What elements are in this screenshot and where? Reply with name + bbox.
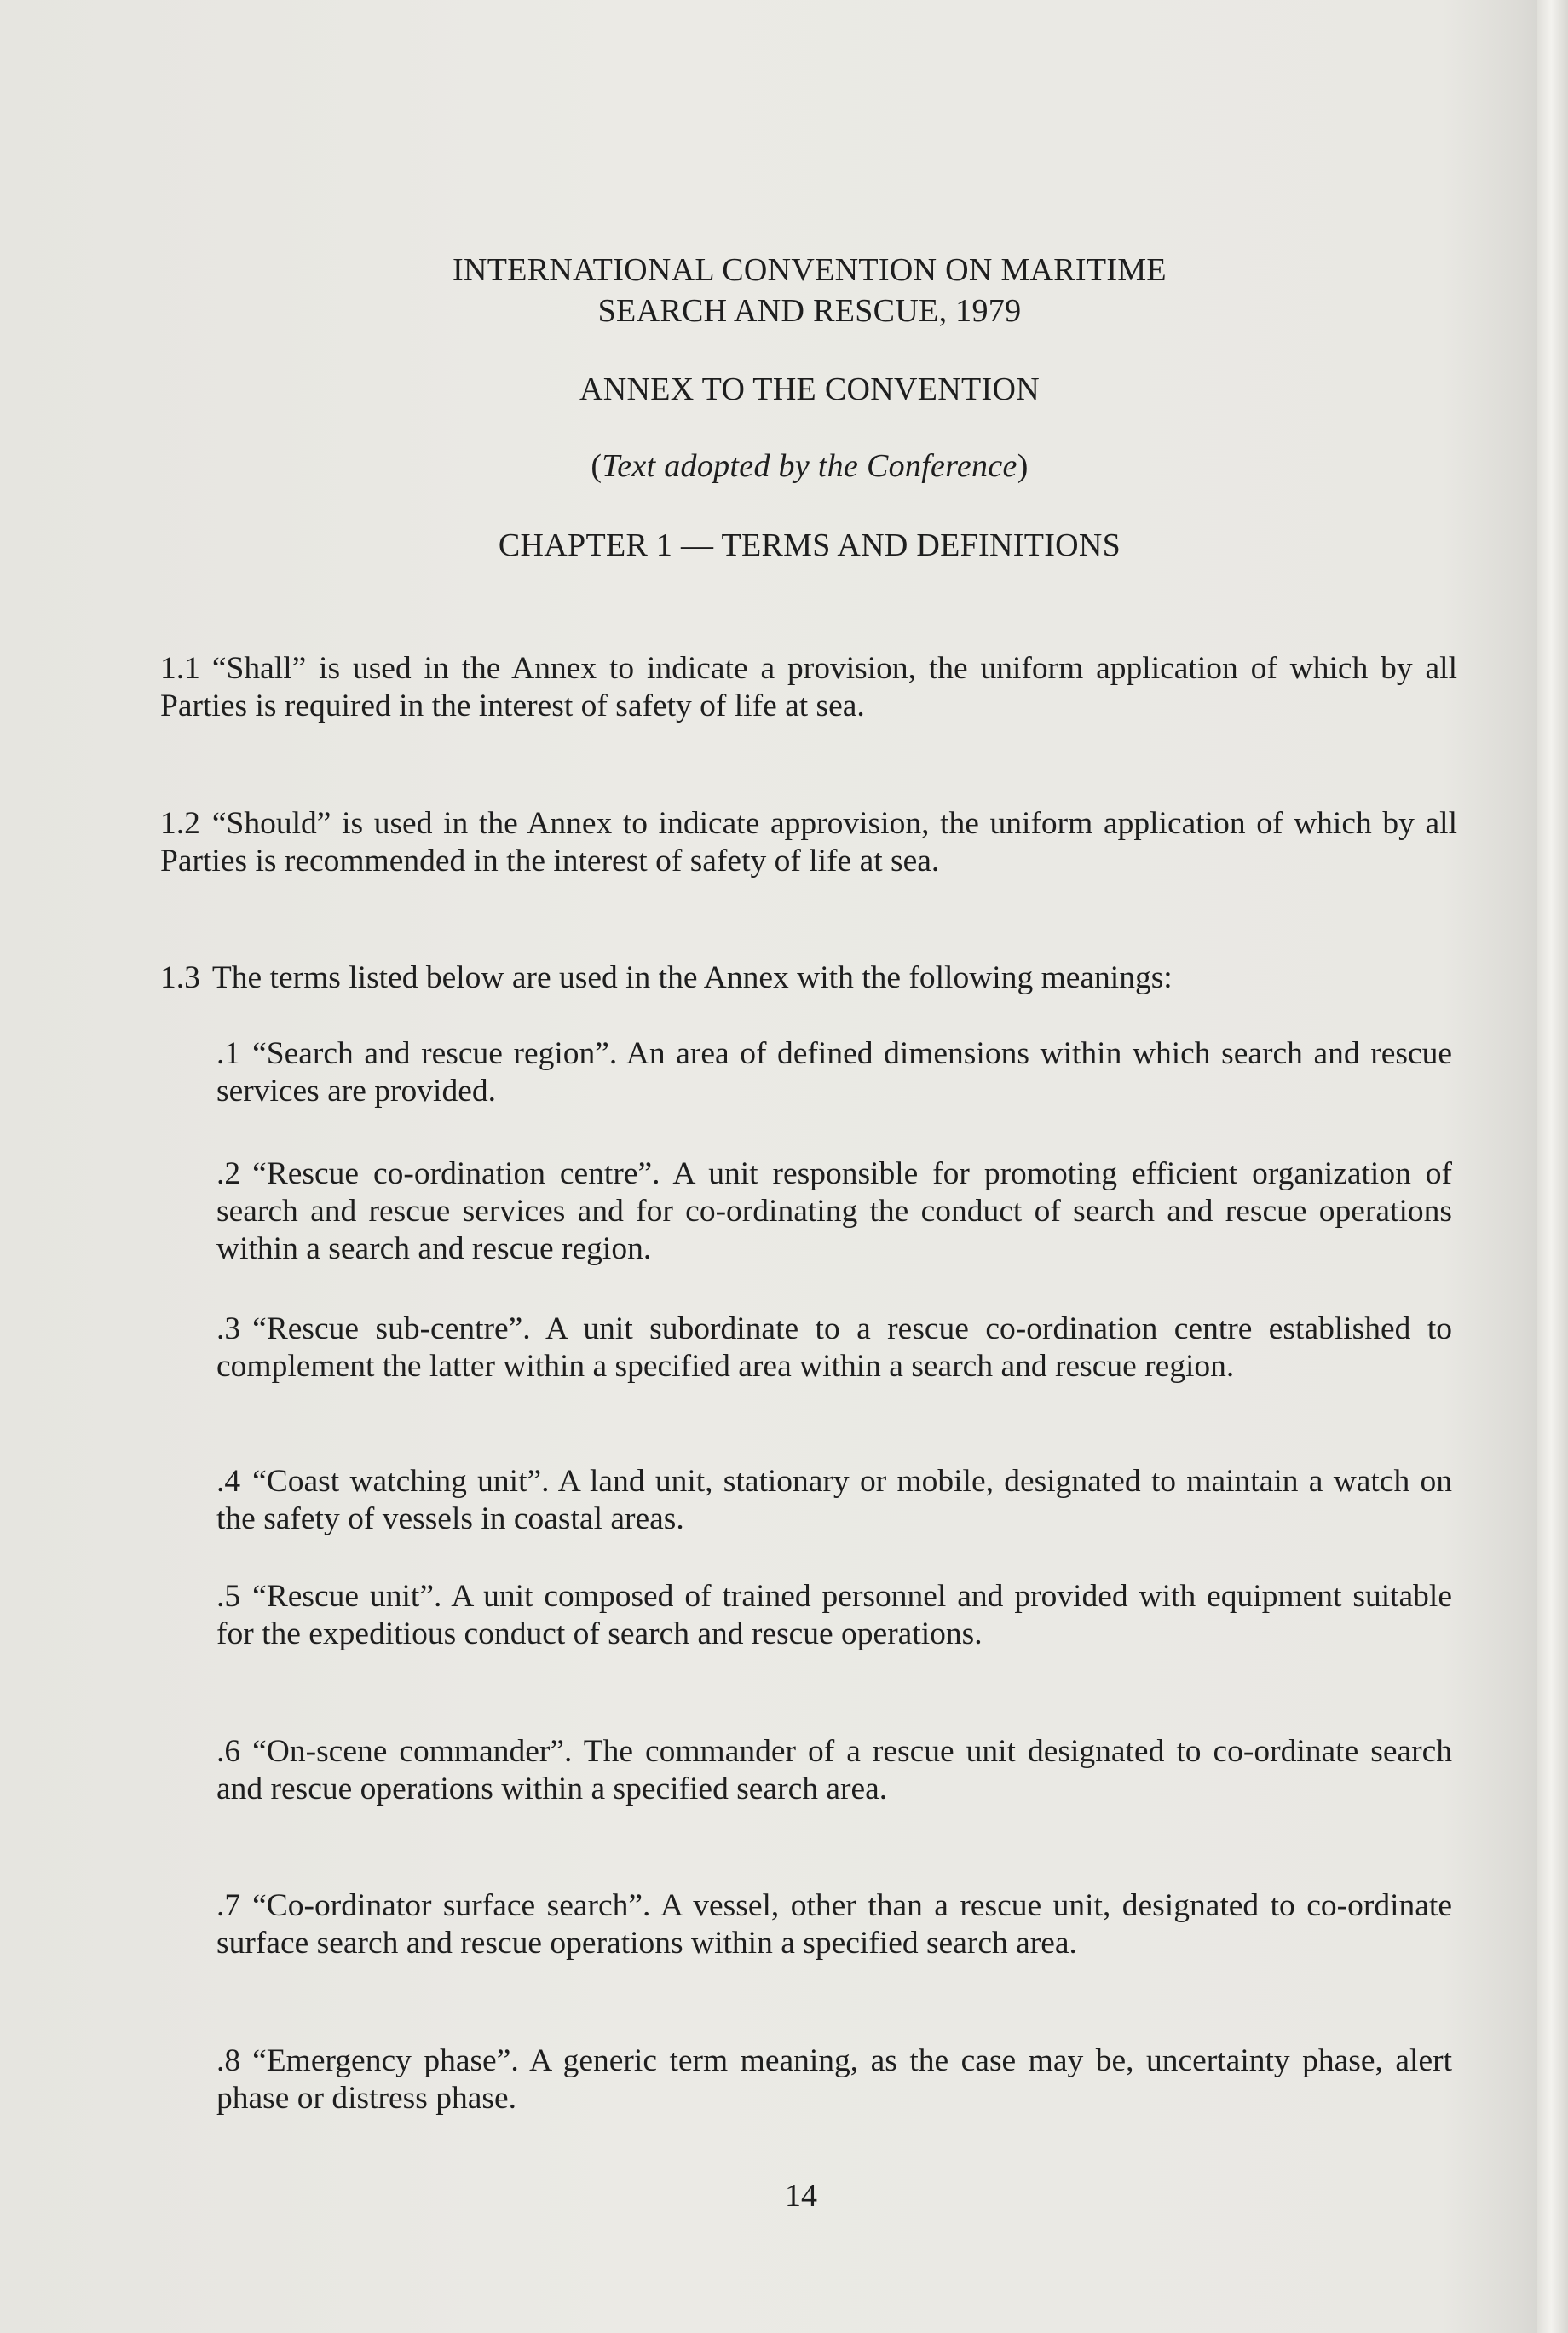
definition-text: “Rescue co-ordination centre”. A unit responsible for promoting efficient organization of search and rescue services and for co-ordinating the conduct of search and rescue operations within a search and rescue region. (216, 1156, 1452, 1266)
definition-number: .2 (216, 1156, 241, 1191)
paragraph-number: 1.3 (160, 960, 200, 995)
adoption-note (0, 446, 1568, 486)
paragraph-1-3 (160, 959, 1457, 997)
annex-title: ANNEX TO THE CONVENTION (579, 372, 1040, 407)
definition-number: .6 (216, 1734, 241, 1769)
definition-number: .1 (216, 1036, 241, 1071)
definition-item (216, 1578, 1452, 1653)
definition-item (216, 1155, 1452, 1268)
paragraph-1-2 (160, 805, 1457, 880)
page-number: 14 (785, 2178, 817, 2214)
paragraph-number: 1.1 (160, 651, 200, 686)
chapter-title: CHAPTER 1 — TERMS AND DEFINITIONS (498, 527, 1121, 563)
definition-number: .5 (216, 1579, 241, 1614)
definition-text: “Search and rescue region”. An area of defined dimensions within which search and rescue services are provided. (216, 1036, 1452, 1109)
definition-item (216, 1887, 1452, 1962)
definition-number: .8 (216, 2043, 241, 2078)
definition-number: .7 (216, 1888, 241, 1923)
definition-text: “Co-ordinator surface search”. A vessel, other than a rescue unit, designated to co-ordinate surface search and rescue operations within a specified search area. (216, 1888, 1452, 1961)
title-line-2: SEARCH AND RESCUE, 1979 (597, 293, 1022, 329)
definition-text: “Coast watching unit”. A land unit, stationary or mobile, designated to maintain a watch on the safety of vessels in coastal areas. (216, 1464, 1452, 1536)
title-line-1: INTERNATIONAL CONVENTION ON MARITIME (453, 252, 1167, 288)
paragraph-1-1 (160, 650, 1457, 725)
page-edge (1537, 0, 1568, 2333)
definition-text: “Rescue unit”. A unit composed of trained personnel and provided with equipment suitable for the expeditious conduct of search and rescue operations. (216, 1579, 1452, 1651)
definition-number: .4 (216, 1464, 241, 1499)
definition-item (216, 1035, 1452, 1110)
definition-item (216, 1463, 1452, 1538)
note-close: ) (1017, 448, 1029, 484)
definition-text: “Emergency phase”. A generic term meaning, as the case may be, uncertainty phase, alert phase or distress phase. (216, 2043, 1452, 2116)
paragraph-text: “Shall” is used in the Annex to indicate a provision, the uniform application of which by all Parties is required in the interest of safety of life at sea. (160, 651, 1457, 723)
paragraph-text: “Should” is used in the Annex to indicate approvision, the uniform application of which by all Parties is recommended in the interest of safety of life at sea. (160, 806, 1457, 878)
paragraph-number: 1.2 (160, 806, 200, 841)
note-open: ( (591, 448, 602, 484)
definition-item (216, 1733, 1452, 1808)
definition-number: .3 (216, 1311, 241, 1346)
note-italic: Text adopted by the Conference (602, 448, 1017, 484)
definition-item (216, 2042, 1452, 2117)
definition-text: “On-scene commander”. The commander of a rescue unit designated to co-ordinate search and rescue operations within a specified search area. (216, 1734, 1452, 1806)
definition-text: “Rescue sub-centre”. A unit subordinate to a rescue co-ordination centre established to complement the latter within a specified area within a search and rescue region. (216, 1311, 1452, 1384)
definition-item (216, 1311, 1452, 1385)
paragraph-text: The terms listed below are used in the Annex with the following meanings: (211, 960, 1173, 995)
show-through-text (145, 68, 1474, 665)
